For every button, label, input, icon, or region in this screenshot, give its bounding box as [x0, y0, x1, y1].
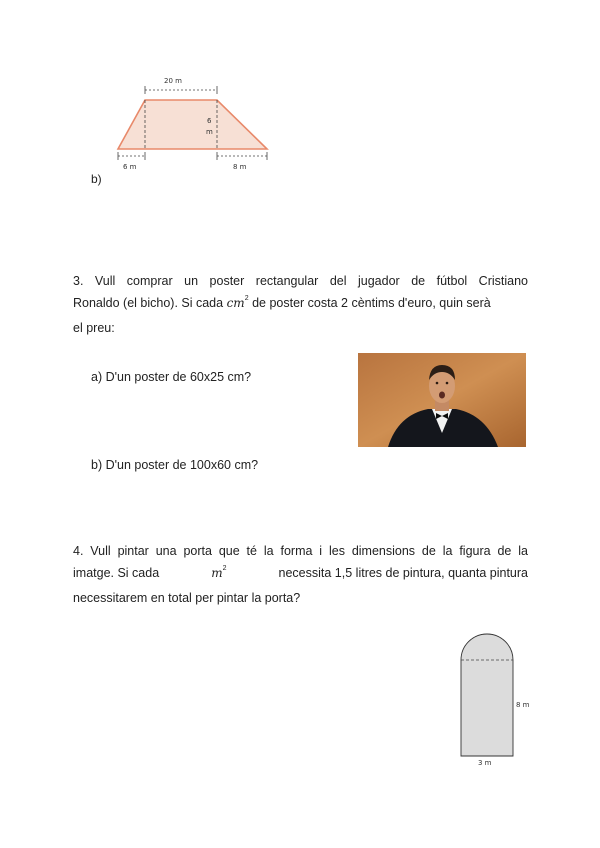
q4-line2-post: necessita 1,5 litres de pintura, quanta pintura [278, 566, 528, 580]
item-b-label: b) [91, 172, 102, 186]
q4-line1: 4. Vull pintar una porta que té la forma i les dimensions de la figura de la [73, 544, 528, 558]
photo-of-footballer [358, 353, 526, 447]
trapezoid-top-label: 20 m [164, 77, 182, 85]
q4-unit: m [211, 566, 223, 580]
q3-unit: cm [226, 296, 245, 310]
q4-line2 [73, 562, 528, 587]
q3-item-b: b) D'un poster de 100x60 cm? [91, 458, 259, 472]
trapezoid-right-base-label: 8 m [233, 163, 247, 171]
q3-unit-exp: 2 [244, 295, 249, 302]
door-figure [455, 630, 520, 762]
door-width-label: 3 m [478, 759, 492, 767]
q3-paragraph [73, 270, 528, 339]
trapezoid-height-label-a: 6 [207, 117, 212, 125]
trapezoid-figure [110, 70, 280, 175]
q3-item-a: a) D'un poster de 60x25 cm? [91, 370, 252, 384]
q4-paragraph [73, 540, 528, 609]
q4-unit-exp: 2 [222, 565, 227, 572]
trapezoid-left-base-label: 6 m [123, 163, 137, 171]
q4-line2-pre: imatge. Si cada [73, 566, 160, 580]
q4-line3: necessitarem en total per pintar la porta? [73, 591, 301, 605]
q3-line2-pre: Ronaldo (el bicho). Si cada [73, 296, 224, 310]
door-height-label: 8 m [516, 701, 530, 709]
q3-line3: el preu: [73, 321, 115, 335]
q3-line2 [73, 292, 528, 317]
q3-line2-post: de poster costa 2 cèntims d'euro, quin serà [252, 296, 491, 310]
q3-line1: 3. Vull comprar un poster rectangular del jugador de fútbol Cristiano [73, 274, 528, 288]
trapezoid-height-label-b: m [206, 128, 213, 136]
trapezoid-shape [118, 100, 267, 149]
door-shape [461, 634, 513, 756]
